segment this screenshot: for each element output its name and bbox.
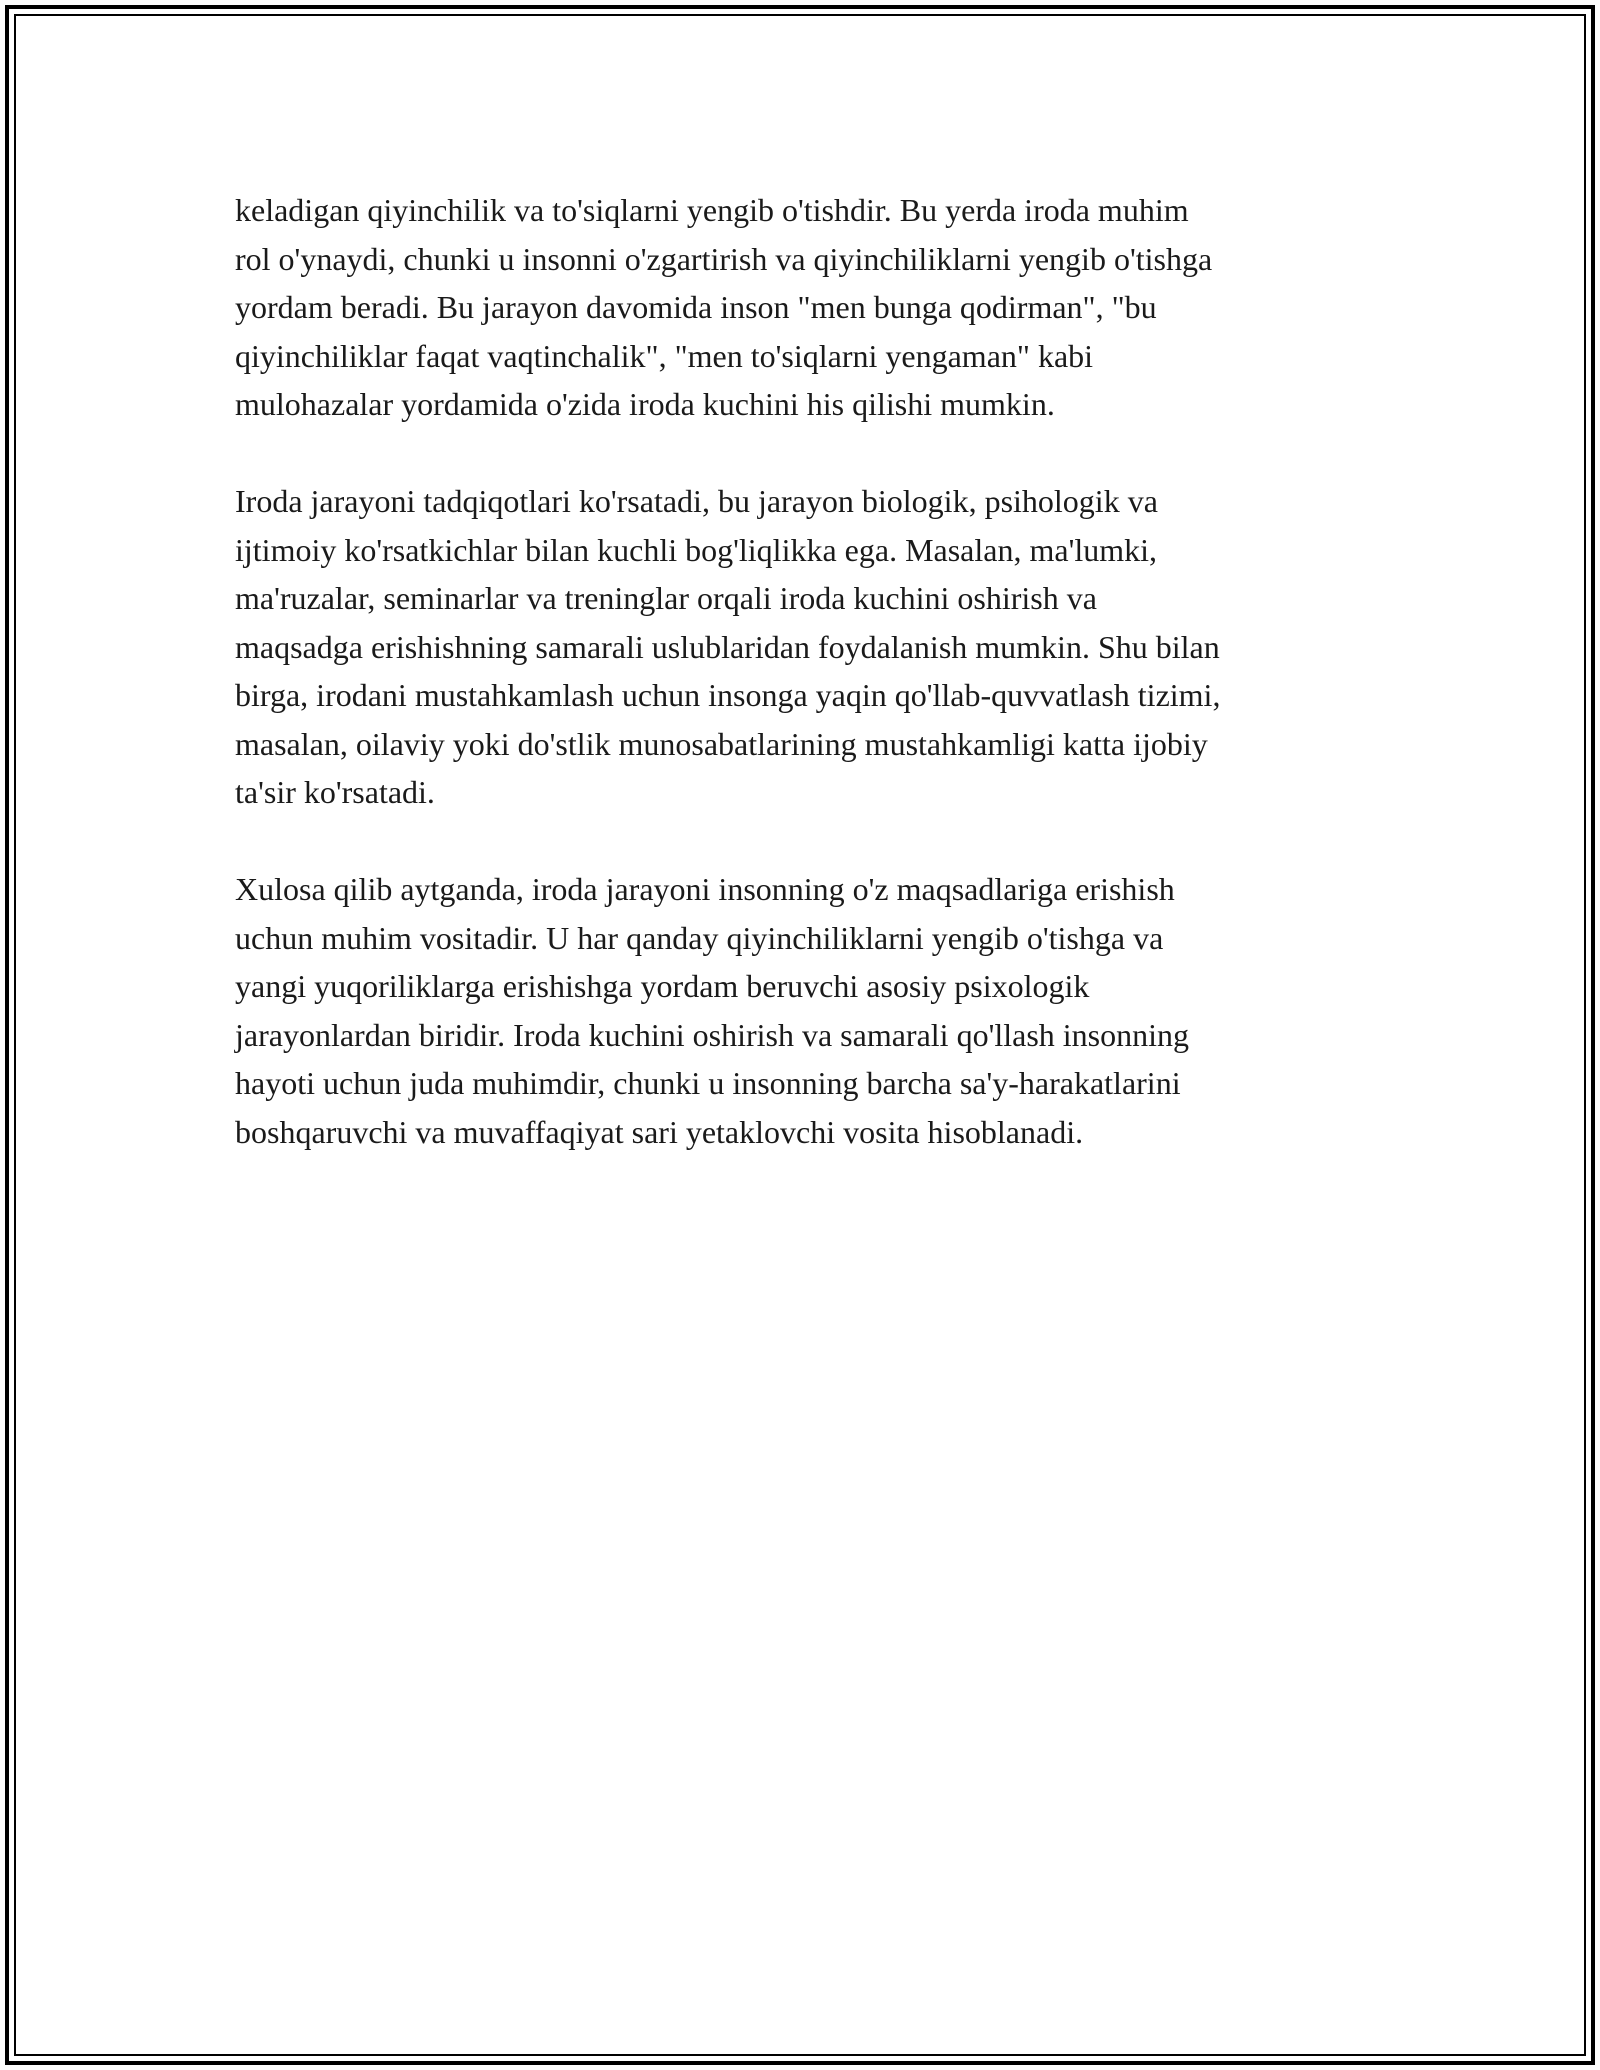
text-line: Xulosa qilib aytganda, iroda jarayoni insonning o'z maqsadlariga erishish	[235, 871, 1175, 907]
text-line: birga, irodani mustahkamlash uchun insonga yaqin qo'llab-quvvatlash tizimi,	[235, 677, 1221, 713]
text-line: keladigan qiyinchilik va to'siqlarni yengib o'tishdir. Bu yerda iroda muhim	[235, 192, 1189, 228]
text-line: jarayonlardan biridir. Iroda kuchini oshirish va samarali qo'llash insonning	[235, 1016, 1189, 1053]
text-line: yordam beradi. Bu jarayon davomida inson "men bunga qodirman", "bu	[235, 289, 1157, 325]
text-line: boshqaruvchi va muvaffaqiyat sari yetaklovchi vosita hisoblanadi.	[235, 1113, 1084, 1150]
text-line: mulohazalar yordamida o'zida iroda kuchini his qilishi mumkin.	[235, 386, 1055, 422]
text-line: ma'ruzalar, seminarlar va treninglar orqali iroda kuchini oshirish va	[235, 580, 1097, 616]
paragraph-2	[235, 477, 1385, 817]
text-line: uchun muhim vositadir. U har qanday qiyinchiliklarni yengib o'tishga va	[235, 919, 1164, 956]
text-line: Iroda jarayoni tadqiqotlari ko'rsatadi, bu jarayon biologik, psihologik va	[235, 483, 1158, 519]
text-line: qiyinchiliklar faqat vaqtinchalik", "men to'siqlarni yengaman" kabi	[235, 337, 1094, 374]
text-line: yangi yuqoriliklarga erishishga yordam beruvchi asosiy psixologik	[235, 968, 1090, 1004]
paragraph-1	[235, 186, 1385, 429]
text-line: ta'sir ko'rsatadi.	[235, 774, 435, 810]
text-line: ijtimoiy ko'rsatkichlar bilan kuchli bog'liqlikka ega. Masalan, ma'lumki,	[235, 531, 1157, 568]
text-line: hayoti uchun juda muhimdir, chunki u insonning barcha sa'y-harakatlarini	[235, 1065, 1181, 1101]
text-line: rol o'ynaydi, chunki u insonni o'zgartirish va qiyinchiliklarni yengib o'tishga	[235, 240, 1213, 277]
paragraph-3	[235, 865, 1385, 1156]
text-line: masalan, oilaviy yoki do'stlik munosabatlarining mustahkamligi katta ijobiy	[235, 725, 1208, 762]
text-line: maqsadga erishishning samarali uslublaridan foydalanish mumkin. Shu bilan	[235, 628, 1220, 665]
document-body	[235, 186, 1385, 1205]
